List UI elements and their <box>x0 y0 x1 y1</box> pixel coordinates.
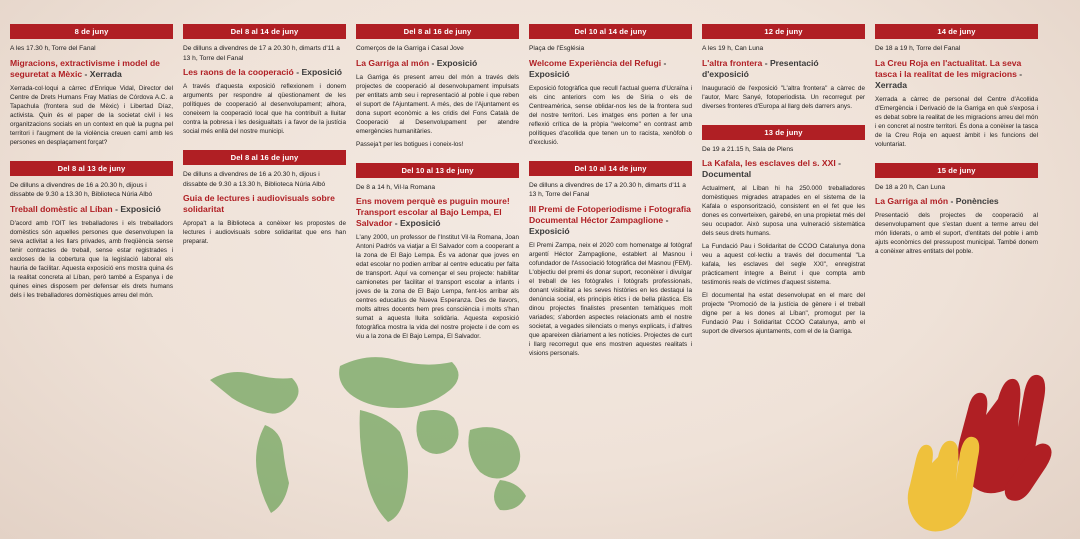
event-title-text: Migracions, extractivisme i model de seguretat a Mèxic <box>10 57 160 79</box>
column <box>10 24 173 531</box>
event-title <box>10 204 173 215</box>
event-title <box>529 204 692 237</box>
event-meta: De 19 a 21.15 h, Sala de Plens <box>702 145 794 153</box>
event-kind: - Exposició <box>529 57 667 79</box>
event-meta: Plaça de l'Església <box>529 45 585 52</box>
event-paragraph: El Premi Zampa, neix el 2020 com homenatge al fotògraf argentí Héctor Zampaglione, establert al Masnou i cofundador de l'Associació fotogràfica del Masnou (FEM). L'objectiu del premi és donar suport, reconèixer i divulgar el treball de les fotògrafes i fotògrafs professionals, donant visibilitat a les seves històries en les destaqui la denúncia social, els principis ètics i de bella plàstica. Els dinou projectes finalistes presenten temàtiques molt variades; s'aborden aspectes relacionats amb el nostre societat, a vegades silenciats o menys explicats, i d'altres que apareixen diàriament a les notícies. Projectes de curt i llarg recorregut que ens mostren aquestes realitats i visions personals. <box>529 241 692 357</box>
event-title <box>702 158 865 180</box>
event-kind: - Xerrada <box>875 68 1023 90</box>
event-block <box>356 24 519 149</box>
event-title <box>356 58 519 69</box>
event-paragraph: Xerrada-col·loqui a càrrec d'Enrique Vidal, Director del Centre de Drets Humans Fray Matías de Córdova A.C. a Tapachula (frontera sud de Mèxic) i Libertad Díaz, activista. Quin és el paper de la societat civil i les organitzacions socials en un context en què la pugna pel territori i l'augment de la violència creuen camí amb les persones en desplaçament forçat? <box>10 84 173 146</box>
event-title <box>183 67 346 78</box>
event-kind: - Xerrada <box>82 68 122 79</box>
event-paragraph: Actualment, al Líban hi ha 250.000 treballadores domèstiques migrades atrapades en el sistema de la Kafala o esponsorització, consistent en el fet que les dones es converteixen, gairebé, en una propietat més del seu ocupador. Això suposa una vulneració sistemàtica dels seus drets humans. <box>702 185 865 238</box>
event-title-text: Guia de lectures i audiovisuals sobre solidaritat <box>183 193 335 215</box>
event-title <box>875 196 1038 207</box>
event-meta: De 18 a 20 h, Can Luna <box>875 183 946 191</box>
event-date-bar: 14 de juny <box>875 24 1038 39</box>
event-meta: A les 17.30 h, Torre del Fanal <box>10 45 96 52</box>
event-paragraph: La Fundació Pau i Solidaritat de CCOO Catalunya dona veu a aquest col·lectiu a través del documental "La kafala, les esclaves del segle XXI", enregistrat pràcticament íntegre a Beirut i que compta amb testimonis reals de víctimes d'aquest sistema. <box>702 243 865 287</box>
event-block <box>875 24 1038 149</box>
event-title <box>10 58 173 80</box>
event-meta: De 8 a 14 h, Vil·la Romana <box>356 183 436 191</box>
event-block <box>10 161 173 300</box>
event-title-text: Les raons de la cooperació <box>183 67 294 78</box>
event-meta: A les 19 h, Can Luna <box>702 45 764 52</box>
event-kind: - Documental <box>702 158 842 180</box>
event-date-bar: Del 10 al 14 de juny <box>529 161 692 176</box>
event-meta: De dilluns a divendres de 17 a 20.30 h, dimarts d'11 a 13 h, Torre del Fanal <box>529 181 686 199</box>
event-title-text: La Kafala, les esclaves del s. XXI <box>702 158 836 169</box>
event-title-text: Welcome Experiència del Refugi <box>529 57 662 68</box>
event-title-text: III Premi de Fotoperiodisme i Fotografia Documental Héctor Zampaglione <box>529 203 691 225</box>
event-paragraph: L'any 2000, un professor de l'Institut Vil·la Romana, Joan Antoni Padrós va viatjar a El Salvador com a cooperant a la zona de El Bajo Lempa. És va adonar que joves en edat escolar no podien arribar al centre educatiu per falta de transport. Aquí va començar el seu projecte: habilitar camionetes per facilitar el transport escolar a infants i joves de la zona de El Bajo Lempa, fent-los arribar als centres educatius de Nueva Esperanza. Des de llavors, molts altres docents hem pres consciència i molts s'han sumat a aquesta lluita solidària. Aquesta exposició fotogràfica mostra la vida del nostre projecte i de com es viu a la zona de El Bajo Lempa, El Salvador. <box>356 234 519 341</box>
event-title-text: Treball domèstic al Líban <box>10 203 113 214</box>
event-kind: - Exposició <box>392 218 441 229</box>
event-paragraph: Passeja't per les botigues i coneix-los! <box>356 140 464 148</box>
column <box>183 24 346 531</box>
event-title-text: La Creu Roja en l'actualitat. La seva tasca i la realitat de les migracions <box>875 57 1022 79</box>
event-title <box>875 58 1038 91</box>
column <box>356 24 519 531</box>
event-date-bar: 15 de juny <box>875 163 1038 178</box>
event-title <box>183 193 346 215</box>
event-block <box>702 24 865 111</box>
event-block <box>183 24 346 136</box>
column <box>875 24 1038 531</box>
event-date-bar: 12 de juny <box>702 24 865 39</box>
event-date-bar: Del 8 al 16 de juny <box>183 150 346 165</box>
event-kind: - Presentació d'exposició <box>702 57 819 79</box>
event-title <box>702 58 865 80</box>
event-title-text: La Garriga al món <box>356 57 430 68</box>
event-title-text: La Garriga al món <box>875 196 949 207</box>
event-paragraph: El documental ha estat desenvolupat en el marc del projecte "Promoció de la justícia de gènere i el treball digne per a les dones al Líban", promogut per la Fundació Pau i Solidaritat CCOO Catalunya, amb el suport de diversos ajuntaments, com el de la Garriga. <box>702 292 865 336</box>
event-paragraph: A través d'aquesta exposició reflexionem i donem arguments per respondre al qüestionament de les polítiques de cooperació al desenvolupament; alhora, coneixem la cooperació local que ha contribuït a lluitar contra la pobresa i les desigualtats i a favor de la justícia social més enllà del nostre municipi. <box>183 83 346 136</box>
event-paragraph: Xerrada a càrrec de personal del Centre d'Acollida d'Emergència i Derivació de la Garriga en què s'exposa i es debat sobre la realitat de les migracions arreu del món i en concret al nostre territori. És dona a conèixer la tasca de la Creu Roja en aquest àmbit i les funcions del voluntariat. <box>875 95 1038 148</box>
event-meta: De dilluns a divendres de 16 a 20.30 h, dijous i dissabte de 9.30 a 13.30 h, Biblioteca Núria Albó <box>10 181 153 199</box>
event-block <box>183 150 346 246</box>
event-title-text: Ens movem perquè es puguin moure! Transport escolar al Bajo Lempa, El Salvador <box>356 196 510 229</box>
event-kind: - Exposició <box>529 214 669 236</box>
column <box>529 24 692 531</box>
event-date-bar: Del 8 al 13 de juny <box>10 161 173 176</box>
event-paragraph: Presentació dels projectes de cooperació al desenvolupament que s'estan duent a terme arreu del món liderats, o amb el suport, d'entitats del poble i amb ajuts econòmics del pressupost municipal. També donem a conèixer altres entitats del poble. <box>875 212 1038 256</box>
event-kind: - Exposició <box>293 67 343 78</box>
event-meta: De dilluns a divendres de 17 a 20.30 h, dimarts d'11 a 13 h, Torre del Fanal <box>183 45 340 62</box>
event-date-bar: Del 8 al 16 de juny <box>356 24 519 39</box>
event-block <box>529 161 692 358</box>
event-title <box>356 196 519 229</box>
event-date-bar: Del 10 al 13 de juny <box>356 163 519 178</box>
event-paragraph: Apropa't a la Biblioteca a conèixer les propostes de lectures i audiovisuals sobre solidaritat que ens han preparat. <box>183 220 346 246</box>
event-paragraph: Inauguració de l'exposició "L'altra frontera" a càrrec de l'autor, Marc Sanyé, fotoperiodista. Un recorregut per diverses fronteres d'Europa al llarg dels darrers anys. <box>702 84 865 110</box>
event-meta: Comerços de la Garriga i Casal Jove <box>356 45 464 52</box>
event-block <box>529 24 692 147</box>
event-meta: De dilluns a divendres de 16 a 20.30 h, dijous i dissabte de 9.30 a 13.30 h, Biblioteca Núria Albó <box>183 171 326 188</box>
event-date-bar: Del 8 al 14 de juny <box>183 24 346 39</box>
event-block <box>10 24 173 147</box>
event-meta: De 18 a 19 h, Torre del Fanal <box>875 45 961 52</box>
event-date-bar: 13 de juny <box>702 125 865 140</box>
event-title <box>529 58 692 80</box>
event-block <box>702 125 865 337</box>
event-kind: - Exposició <box>112 203 161 214</box>
event-kind: - Exposició <box>429 57 478 68</box>
event-block <box>356 163 519 342</box>
event-paragraph: Exposició fotogràfica que recull l'actual guerra d'Ucraïna i els cinc anteriors com les de Síria o els de Centreamèrica, sense oblidar-nos les de la frontera sud del nostre territori. Les imatges ens porten a fer una reflexió crítica de la pròpia "welcome" en contrast amb polítiques d'acollida que tenen un to racista, xenòfob o d'exclusió. <box>529 84 692 146</box>
column <box>702 24 865 531</box>
event-block <box>875 163 1038 257</box>
event-paragraph: La Garriga és present arreu del món a través dels projectes de cooperació al desenvolupament impulsats per entitats amb seu i representació al poble i que reben el suport de l'Ajuntament. A més, des de l'Ajuntament es dona suport econòmic a les cridis del Fons Català de Cooperació al Desenvolupament per atendre emergències humanitàries. <box>356 73 519 135</box>
event-title-text: L'altra frontera <box>702 57 763 68</box>
event-paragraph: D'acord amb l'OIT les treballadores i els treballadors domèstics són aquelles persones que desenvolupen la seva activitat a les llars privades, amb freqüència sense tenir contractes de treball, sense estar registrades i excloses de la cobertura que la legislació laboral els hauria de facilitar. Aquesta exposició ens mostra quina és la realitat concreta al Líban, però també a Espanya i de quines eines disposem per defensar els drets humans dels i les treballadores domèstiques arreu del món. <box>10 219 173 299</box>
event-kind: - Ponències <box>948 196 999 207</box>
event-date-bar: Del 10 al 14 de juny <box>529 24 692 39</box>
event-date-bar: 8 de juny <box>10 24 173 39</box>
